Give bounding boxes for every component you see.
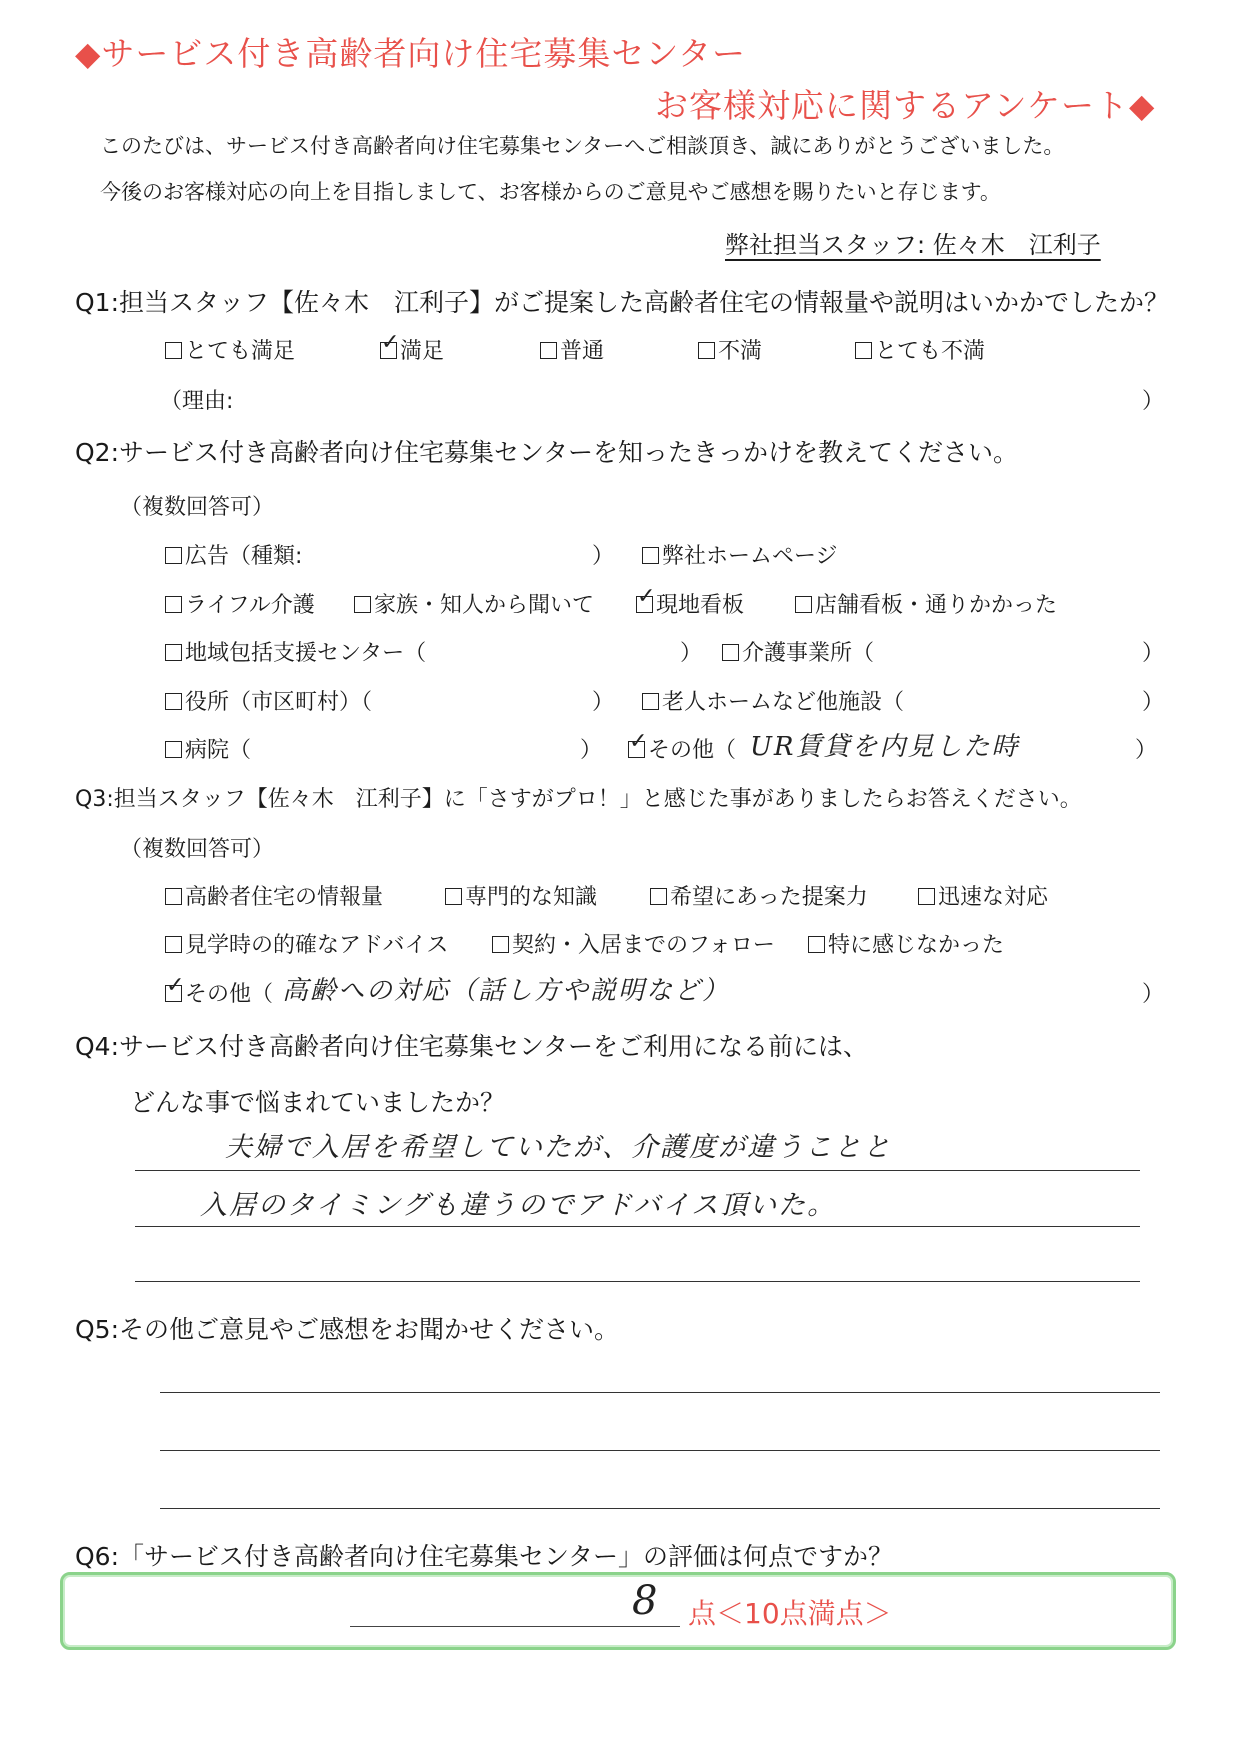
q1-option-very-satisfied[interactable]: とても満足 bbox=[165, 334, 295, 365]
q3-option-other[interactable]: ✓その他（ bbox=[165, 977, 273, 1008]
checkbox-checked-icon[interactable] bbox=[636, 596, 653, 613]
q3-option-speed[interactable]: 迅速な対応 bbox=[918, 880, 1048, 911]
q3-option-contract-follow[interactable]: 契約・入居までのフォロー bbox=[492, 928, 775, 959]
q3-option-expertise[interactable]: 専門的な知識 bbox=[445, 880, 597, 911]
q3-question: Q3:担当スタッフ【佐々木 江利子】に「さすがプロ！」と感じた事がありましたらお答えください。 bbox=[75, 787, 1082, 812]
q1-option-very-dissatisfied[interactable]: とても不満 bbox=[855, 334, 985, 365]
checkbox-icon[interactable] bbox=[642, 547, 659, 564]
q3-multi-note: （複数回答可） bbox=[120, 837, 275, 862]
checkbox-checked-icon[interactable] bbox=[628, 741, 645, 758]
checkbox-icon[interactable] bbox=[722, 644, 739, 661]
q2-ad-close: ） bbox=[592, 544, 615, 569]
checkbox-checked-icon[interactable] bbox=[165, 985, 182, 1002]
checkbox-icon[interactable] bbox=[918, 888, 935, 905]
q3-option-proposal[interactable]: 希望にあった提案力 bbox=[650, 880, 868, 911]
q4-answer-line1: 夫婦で入居を希望していたが、介護度が違うことと bbox=[225, 1132, 892, 1163]
score-value[interactable]: 8 bbox=[632, 1578, 660, 1624]
q1-option-satisfied[interactable]: ✓ 満足 bbox=[380, 334, 444, 365]
checkbox-icon[interactable] bbox=[808, 936, 825, 953]
checkbox-icon[interactable] bbox=[540, 342, 557, 359]
q3-option-tour-advice[interactable]: 見学時の的確なアドバイス bbox=[165, 928, 448, 959]
score-input-rule bbox=[350, 1626, 680, 1627]
checkbox-icon[interactable] bbox=[165, 936, 182, 953]
q4-answer-line2: 入居のタイミングも違うのでアドバイス頂いた。 bbox=[200, 1190, 837, 1221]
q4-answer-rule-2 bbox=[135, 1226, 1140, 1227]
q2-option-other[interactable]: ✓ その他（ bbox=[628, 733, 736, 764]
q3-option-none[interactable]: 特に感じなかった bbox=[808, 928, 1004, 959]
score-box bbox=[60, 1572, 1176, 1650]
q1-question: Q1:担当スタッフ【佐々木 江利子】がご提案した高齢者住宅の情報量や説明はいかかでしたか？ bbox=[75, 288, 1170, 317]
q2-hospital-close: ） bbox=[580, 738, 603, 763]
q1-reason-label: （理由: bbox=[160, 389, 234, 414]
q1-option-normal[interactable]: 普通 bbox=[540, 334, 604, 365]
q5-answer-rule-2 bbox=[160, 1450, 1160, 1451]
q2-option-store-sign[interactable]: 店舗看板・通りかかった bbox=[795, 588, 1057, 619]
q1-option-dissatisfied[interactable]: 不満 bbox=[698, 334, 762, 365]
q2-other-facility-close: ） bbox=[1142, 690, 1165, 715]
intro-line-1: このたびは、サービス付き高齢者向け住宅募集センターへご相談頂き、誠にありがとうございました。 bbox=[100, 134, 1065, 158]
q2-regional-close: ） bbox=[680, 641, 703, 666]
q2-option-hospital[interactable]: 病院（ bbox=[165, 733, 251, 764]
q2-option-family[interactable]: 家族・知人から聞いて bbox=[354, 588, 594, 619]
staff-name: 弊社担当スタッフ: 佐々木 江利子 bbox=[725, 231, 1101, 259]
checkbox-icon[interactable] bbox=[795, 596, 812, 613]
q2-option-care-office[interactable]: 介護事業所（ bbox=[722, 636, 874, 667]
q5-answer-rule-1 bbox=[160, 1392, 1160, 1393]
q2-city-office-close: ） bbox=[592, 690, 615, 715]
survey-title-line2: お客様対応に関するアンケート◆ bbox=[655, 86, 1156, 125]
q2-option-regional-center[interactable]: 地域包括支援センター（ bbox=[165, 636, 426, 667]
q5-answer-rule-3 bbox=[160, 1508, 1160, 1509]
q2-multi-note: （複数回答可） bbox=[120, 495, 275, 520]
checkbox-icon[interactable] bbox=[855, 342, 872, 359]
q3-other-close: ） bbox=[1142, 982, 1165, 1007]
checkbox-icon[interactable] bbox=[165, 741, 182, 758]
checkbox-icon[interactable] bbox=[165, 547, 182, 564]
checkbox-icon[interactable] bbox=[445, 888, 462, 905]
q4-answer-rule-3 bbox=[135, 1281, 1140, 1282]
q4-answer-rule-1 bbox=[135, 1170, 1140, 1171]
q2-option-ad[interactable]: 広告（種類: bbox=[165, 539, 302, 570]
q2-option-lifull[interactable]: ライフル介護 bbox=[165, 588, 315, 619]
q2-care-office-close: ） bbox=[1142, 641, 1165, 666]
checkbox-icon[interactable] bbox=[642, 693, 659, 710]
q2-option-city-office[interactable]: 役所（市区町村）（ bbox=[165, 685, 372, 716]
q5-question: Q5:その他ご意見やご感想をお聞かせください。 bbox=[75, 1315, 620, 1344]
q2-question: Q2:サービス付き高齢者向け住宅募集センターを知ったきっかけを教えてください。 bbox=[75, 438, 1019, 467]
intro-line-2: 今後のお客様対応の向上を目指しまして、お客様からのご意見やご感想を賜りたいと存じます。 bbox=[100, 180, 1001, 204]
checkbox-icon[interactable] bbox=[165, 596, 182, 613]
checkbox-icon[interactable] bbox=[650, 888, 667, 905]
q4-question-line2: どんな事で悩まれていましたか？ bbox=[130, 1088, 506, 1117]
survey-title-line1: ◆サービス付き高齢者向け住宅募集センター bbox=[75, 34, 747, 73]
checkbox-icon[interactable] bbox=[165, 693, 182, 710]
q2-option-homepage[interactable]: 弊社ホームページ bbox=[642, 539, 838, 570]
q2-other-answer: UR賃貸を内見した時 bbox=[750, 732, 1020, 762]
checkbox-icon[interactable] bbox=[354, 596, 371, 613]
q2-option-other-facility[interactable]: 老人ホームなど他施設（ bbox=[642, 685, 904, 716]
checkbox-icon[interactable] bbox=[165, 644, 182, 661]
q4-question-line1: Q4:サービス付き高齢者向け住宅募集センターをご利用になる前には、 bbox=[75, 1032, 869, 1061]
q2-other-close: ） bbox=[1135, 738, 1158, 763]
checkbox-icon[interactable] bbox=[698, 342, 715, 359]
checkbox-icon[interactable] bbox=[165, 888, 182, 905]
q6-question: Q6:「サービス付き高齢者向け住宅募集センター」の評価は何点ですか？ bbox=[75, 1542, 894, 1571]
checkbox-icon[interactable] bbox=[492, 936, 509, 953]
checkbox-checked-icon[interactable] bbox=[380, 342, 397, 359]
checkbox-icon[interactable] bbox=[165, 342, 182, 359]
q3-other-answer: 高齢への対応（話し方や説明など） bbox=[282, 976, 731, 1006]
q3-option-info-volume[interactable]: 高齢者住宅の情報量 bbox=[165, 880, 383, 911]
score-suffix: 点＜10点満点＞ bbox=[688, 1597, 892, 1630]
q2-option-site-sign[interactable]: ✓ 現地看板 bbox=[636, 588, 744, 619]
q1-reason-close: ） bbox=[1142, 389, 1165, 414]
